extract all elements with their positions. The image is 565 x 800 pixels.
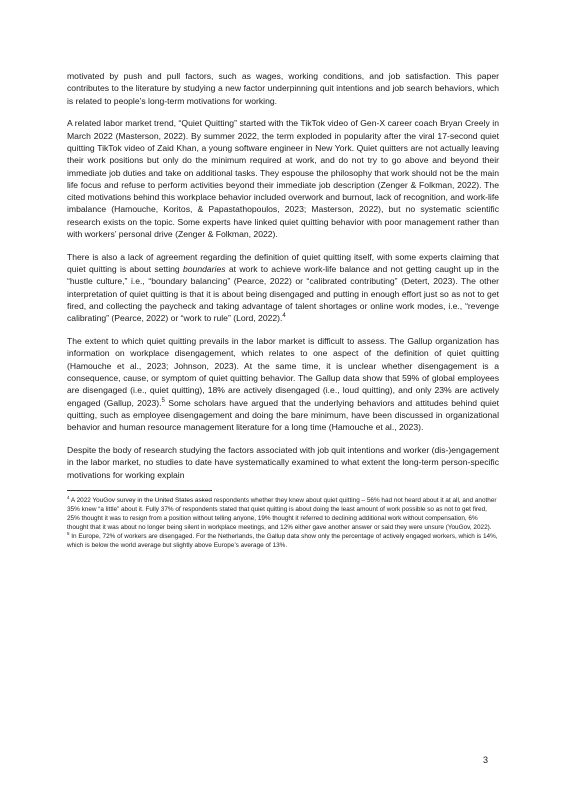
footnotes xyxy=(67,496,499,551)
paragraph xyxy=(67,335,499,433)
text-run: Some scholars have argued that the underlying behaviors and attitudes behind quiet quitting, such as employee disengagement and doing the bare minimum, have been discussed in organizational behavior and human resource management literature for a long time (Hamouche et al., 2023). xyxy=(67,397,499,433)
footnote-separator xyxy=(67,490,212,491)
footnote-number: 4 xyxy=(67,494,70,500)
text-run: A related labor market trend, “Quiet Quitting” started with the TikTok video of Gen-X career coach Bryan Creely in March 2022 (Masterson, 2022). By summer 2022, the term exploded in popularity after the viral 17-second quiet quitting TikTok video of Zaid Khan, a young software engineer in New York. Quiet quitters are not actually leaving their work positions but only do the minimum required at work, and do not try to go above and beyond their immediate job duties and take on additional tasks. They espouse the philosophy that work should not be the main life focus and refuse to perform activities beyond their immediate job description (Zenger & Folkman, 2022). The cited motivations behind this workplace behavior included overwork and burnout, lack of recognition, and work-life imbalance (Hamouche, Koritos, & Papastathopoulos, 2023; Masterson, 2022), but no systematic scientific research exists on the topic. Some experts have linked quiet quitting behavior with poor management rather than with workers’ personal drive (Zenger & Folkman, 2022). xyxy=(67,118,499,240)
emphasized-text: boundaries xyxy=(183,264,226,275)
page-body xyxy=(67,70,499,550)
footnote xyxy=(67,496,499,532)
footnote-number: 5 xyxy=(67,531,70,537)
paragraph xyxy=(67,117,499,240)
body-text xyxy=(67,70,499,481)
text-run: The extent to which quiet quitting prevails in the labor market is difficult to assess. The Gallup organization has information on workplace disengagement, which relates to one aspect of the definition of quiet quitting (Hamouche et al., 2023; Johnson, 2023). At the same time, it is unclear whether disengagement is a consequence, cause, or symptom of quiet quitting behavior. The Gallup data show that 59% of global employees are disengaged (i.e., quiet quitting), 18% are actively disengaged (i.e., loud quitting), and only 23% are actively engaged (Gallup, 2023). xyxy=(67,336,499,408)
paragraph xyxy=(67,251,499,325)
footnote xyxy=(67,532,499,550)
text-run: motivated by push and pull factors, such as wages, working conditions, and job satisfaction. This paper contributes to the literature by studying a new factor underpinning quit intentions and job search behaviors, which is related to people’s long-term motivations for working. xyxy=(67,71,499,106)
footnote-reference[interactable]: 5 xyxy=(161,397,165,404)
footnote-text: In Europe, 72% of workers are disengaged. For the Netherlands, the Gallup data show only the percentage of actively engaged workers, which is 14%, which is below the world average but slightly above Europe’s average of 13%. xyxy=(67,533,498,550)
footnote-reference[interactable]: 4 xyxy=(282,313,286,320)
footnote-text: A 2022 YouGov survey in the United States asked respondents whether they knew about quiet quitting – 56% had not heard about it at all, and another 35% knew “a little” about it. Fully 37% of respondents stated that quiet quitting is about doing the least amount of work possible so as not to get fired, 25% thought it was to resign from a position without telling anyone, 19% thought it referred to declining additional work without compensation, 6% thought that it was about no longer being silent in workplace meetings, and 12% either gave another answer or said they were unsure (YouGov, 2022). xyxy=(67,496,497,532)
text-run: Despite the body of research studying the factors associated with job quit intentions and worker (dis-)engagement in the labor market, no studies to date have systematically examined to what extent the long-term person-specific motivations for working explain xyxy=(67,445,499,480)
text-run: There is also a lack of agreement regarding the definition of quiet quitting itself, with some experts claiming that quiet quitting is about setting xyxy=(67,251,499,275)
page-number: 3 xyxy=(483,755,489,765)
paragraph xyxy=(67,444,499,481)
text-run: at work to achieve work-life balance and not getting caught up in the “hustle culture,” i.e., “boundary balancing” (Pearce, 2022) or “calibrated contributing” (Detert, 2023). The other interpretation of quiet quitting is that it is about being disengaged and putting in enough effort just so as not to get fired, and collecting the paycheck and taking advantage of talent shortages or online work modes, i.e., “revenge calibrating” (Pearce, 2022) or “work to rule” (Lord, 2022). xyxy=(67,264,499,324)
paragraph xyxy=(67,70,499,107)
